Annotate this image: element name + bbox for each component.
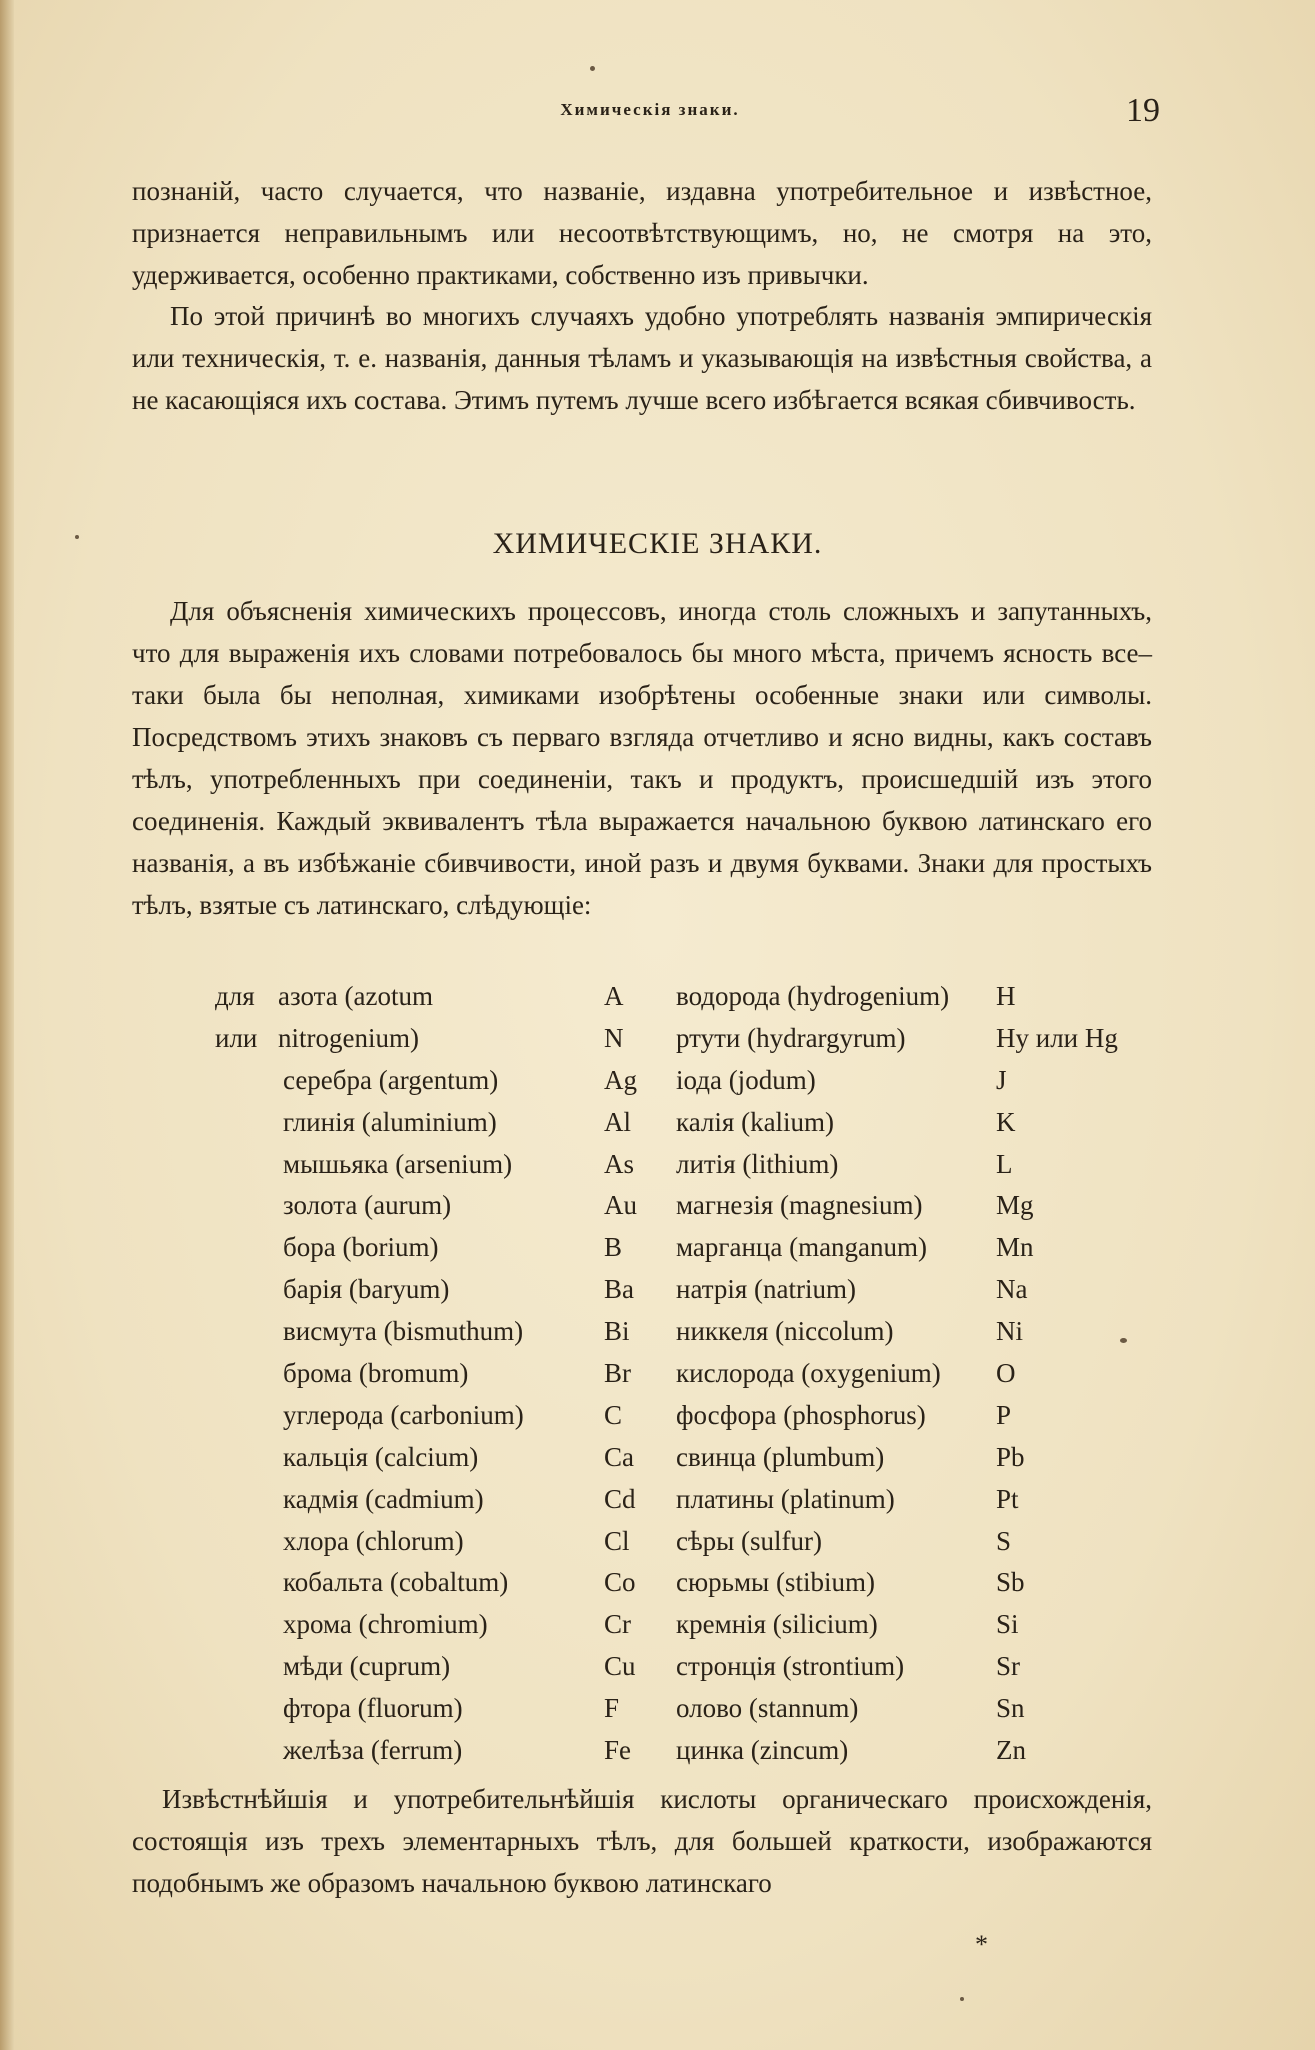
left-element-symbol: Fe <box>604 1735 631 1766</box>
right-element-symbol: O <box>996 1358 1016 1389</box>
left-element-name: углерода (carbonium) <box>283 1399 524 1430</box>
table-row <box>0 1437 1315 1479</box>
right-element-symbol: Zn <box>996 1735 1026 1766</box>
left-element-name: азота (azotum <box>278 981 433 1011</box>
right-element-name: іода (jodum) <box>676 1064 816 1095</box>
right-element-symbol: L <box>996 1148 1013 1179</box>
table-row <box>0 1018 1315 1060</box>
table-row <box>0 1730 1315 1772</box>
table-row <box>0 1269 1315 1311</box>
table-row <box>0 1521 1315 1563</box>
right-element-name: калія (kalium) <box>676 1106 835 1137</box>
left-element-symbol: Ba <box>604 1274 634 1305</box>
right-element-symbol: Pt <box>996 1483 1019 1514</box>
table-row <box>0 1688 1315 1730</box>
left-element-name: хрома (chromium) <box>283 1609 488 1640</box>
table-row <box>0 1562 1315 1604</box>
left-element-symbol: C <box>604 1399 623 1430</box>
right-element-symbol: Mn <box>996 1232 1034 1263</box>
left-element-symbol: Au <box>604 1190 637 1221</box>
right-element-name: платины (platinum) <box>676 1483 895 1514</box>
right-element-name: стронція (strontium) <box>676 1651 905 1682</box>
left-element-symbol: A <box>604 981 624 1011</box>
element-symbols-table <box>0 976 1315 1772</box>
row-prefix: или <box>215 1022 258 1053</box>
left-element-symbol: Cu <box>604 1651 636 1682</box>
table-row <box>0 1646 1315 1688</box>
right-element-name: кислорода (oxygenium) <box>676 1358 941 1389</box>
left-element-symbol: Cr <box>604 1609 631 1640</box>
right-element-symbol: S <box>996 1525 1012 1556</box>
left-element-symbol: Ag <box>604 1064 637 1095</box>
row-prefix: для <box>215 981 255 1011</box>
right-element-name: свинца (plumbum) <box>676 1441 885 1472</box>
left-element-name: бора (borium) <box>283 1232 439 1263</box>
right-element-symbol: Sb <box>996 1567 1025 1598</box>
right-element-name: никкеля (niccolum) <box>676 1316 894 1347</box>
right-element-name: литія (lithium) <box>676 1148 839 1179</box>
right-element-symbol: J <box>996 1064 1007 1095</box>
left-element-name: золота (aurum) <box>283 1190 452 1221</box>
right-element-name: кремнія (silicium) <box>676 1609 878 1640</box>
right-element-name: водорода (hydrogenium) <box>676 981 950 1011</box>
paper-speck <box>960 1997 964 2001</box>
right-element-symbol: Mg <box>996 1190 1034 1221</box>
right-element-symbol: Sr <box>996 1651 1021 1682</box>
left-element-name: nitrogenium) <box>278 1022 419 1053</box>
right-element-name: сюрьмы (stibium) <box>676 1567 875 1598</box>
right-element-symbol: Ni <box>996 1316 1023 1347</box>
table-row <box>0 1353 1315 1395</box>
right-element-name: фосфора (phosphorus) <box>676 1399 926 1430</box>
table-row <box>0 1227 1315 1269</box>
left-element-name: хлора (chlorum) <box>283 1525 464 1556</box>
table-row <box>0 1102 1315 1144</box>
right-element-symbol: Pb <box>996 1441 1025 1472</box>
right-element-name: магнезія (magnesium) <box>676 1190 923 1221</box>
paper-speck <box>590 66 595 71</box>
table-row <box>0 1479 1315 1521</box>
right-element-symbol: H <box>996 981 1016 1011</box>
right-element-name: ртути (hydrargyrum) <box>676 1022 906 1053</box>
left-element-symbol: Br <box>604 1358 631 1389</box>
left-element-name: кадмія (cadmium) <box>283 1483 484 1514</box>
left-element-name: барія (baryum) <box>283 1274 450 1305</box>
table-row <box>0 1144 1315 1186</box>
right-element-symbol: Sn <box>996 1693 1025 1724</box>
left-element-symbol: B <box>604 1232 623 1263</box>
left-element-name: мышьяка (arsenium) <box>283 1148 513 1179</box>
left-element-symbol: F <box>604 1693 620 1724</box>
table-row <box>0 1060 1315 1102</box>
left-element-name: висмута (bismuthum) <box>283 1316 524 1347</box>
right-element-name: марганца (manganum) <box>676 1232 928 1263</box>
right-element-name: сѣры (sulfur) <box>676 1525 823 1556</box>
running-head: Химическія знаки. <box>560 100 740 119</box>
right-element-name: цинка (zincum) <box>676 1735 849 1766</box>
table-row <box>0 1185 1315 1227</box>
left-element-name: мѣди (cuprum) <box>283 1651 451 1682</box>
left-element-name: желѣза (ferrum) <box>283 1735 463 1766</box>
table-row <box>0 976 1315 1018</box>
left-element-symbol: Cl <box>604 1525 630 1556</box>
table-row <box>0 1604 1315 1646</box>
paragraph-2: По этой причинѣ во многихъ случаяхъ удобно употреблять названія эмпирическія или техническія, т. е. названія, данныя тѣламъ и указывающія на извѣстныя свойства, а не касающіяся ихъ состава. Этимъ путемъ лучше всего избѣгается всякая сбивчивость. <box>132 301 1152 415</box>
footnote-mark: * <box>975 1930 988 1959</box>
paragraph-3: Для объясненія химическихъ процессовъ, иногда столь сложныхъ и запутанныхъ, что для выраженія ихъ словами потребовалось бы много мѣста, причемъ ясность все–таки была бы неполная, химиками изобрѣтены особенные знаки или символы. Посредствомъ этихъ знаковъ съ перваго взгляда отчетливо и ясно видны, какъ составъ тѣлъ, употребленныхъ при соединеніи, такъ и продуктъ, происшедшій изъ этого соединенія. Каждый эквивалентъ тѣла выражается начальною буквою латинскаго его названія, а въ избѣжаніе сбивчивости, иной разъ и двумя буквами. Знаки для простыхъ тѣлъ, взятые съ латинскаго, слѣдующіе: <box>132 596 1152 920</box>
left-element-symbol: Bi <box>604 1316 630 1347</box>
left-element-symbol: N <box>604 1022 624 1053</box>
right-element-symbol: P <box>996 1399 1012 1430</box>
paragraph-4: Извѣстнѣйшія и употребительнѣйшія кислоты органическаго происхожденія, состоящія изъ трехъ элементарныхъ тѣлъ, для большей краткости, изображаются подобнымъ же образомъ начальною буквою латинскаго <box>132 1784 1152 1898</box>
section-heading: ХИМИЧЕСКІЕ ЗНАКИ. <box>492 527 823 560</box>
table-row <box>0 1395 1315 1437</box>
right-element-name: натрія (natrium) <box>676 1274 856 1305</box>
left-element-name: брома (bromum) <box>283 1358 469 1389</box>
left-element-symbol: Ca <box>604 1441 634 1472</box>
left-element-name: глинія (aluminium) <box>283 1106 497 1137</box>
paragraph-1: познаній, часто случается, что названіе, издавна употребительное и извѣстное, признается неправильнымъ или несоотвѣтствующимъ, но, не смотря на это, удерживается, особенно практиками, собственно изъ привычки. <box>132 176 1152 290</box>
right-element-name: олово (stannum) <box>676 1693 859 1724</box>
right-element-symbol: Hy или Hg <box>996 1022 1118 1053</box>
left-element-name: фтора (fluorum) <box>283 1693 463 1724</box>
right-element-symbol: K <box>996 1106 1016 1137</box>
paper-speck <box>75 535 79 539</box>
page-number: 19 <box>1126 92 1160 129</box>
right-element-symbol: Si <box>996 1609 1019 1640</box>
paper-speck <box>1120 1338 1127 1343</box>
left-element-symbol: As <box>604 1148 635 1179</box>
left-element-symbol: Cd <box>604 1483 636 1514</box>
left-element-name: кальція (calcium) <box>283 1441 479 1472</box>
left-element-name: серебра (argentum) <box>283 1064 499 1095</box>
table-row <box>0 1311 1315 1353</box>
right-element-symbol: Na <box>996 1274 1028 1305</box>
left-element-symbol: Al <box>604 1106 631 1137</box>
left-element-symbol: Co <box>604 1567 636 1598</box>
left-element-name: кобальта (cobaltum) <box>283 1567 509 1598</box>
